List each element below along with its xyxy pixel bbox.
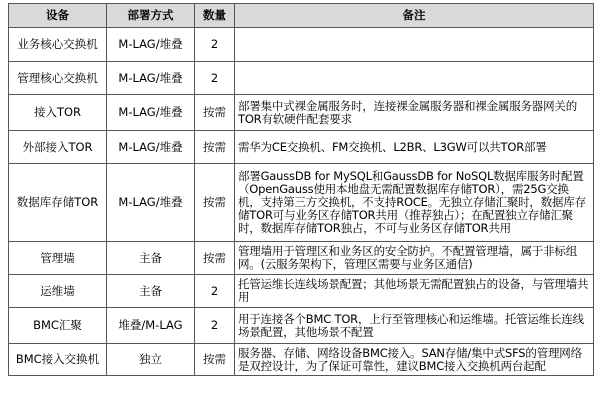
cell-mode: 堆叠/M-LAG xyxy=(107,308,195,344)
header-note: 备注 xyxy=(235,4,594,28)
table-row xyxy=(9,131,594,164)
cell-device: 外部接入TOR xyxy=(9,131,107,164)
cell-device: BMC汇聚 xyxy=(9,308,107,344)
cell-note xyxy=(235,28,594,62)
cell-note: 管理墙用于管理区和业务区的安全防护。不配置管理墙，属于非标组网。(云服务架构下，管理区需要与业务区通信) xyxy=(235,242,594,275)
table-row xyxy=(9,28,594,62)
cell-mode: M-LAG/堆叠 xyxy=(107,131,195,164)
table-row xyxy=(9,308,594,344)
cell-mode: M-LAG/堆叠 xyxy=(107,95,195,131)
cell-device: 管理墙 xyxy=(9,242,107,275)
device-table xyxy=(8,3,594,376)
cell-note: 需华为CE交换机、FM交换机、L2BR、L3GW可以共TOR部署 xyxy=(235,131,594,164)
table-row xyxy=(9,344,594,376)
cell-quantity: 按需 xyxy=(195,242,235,275)
cell-mode: M-LAG/堆叠 xyxy=(107,62,195,95)
cell-note: 用于连接各个BMC TOR，上行至管理核心和运维墙。托管运维长连线场景配置，其他场景不配置 xyxy=(235,308,594,344)
table-row xyxy=(9,62,594,95)
table-row xyxy=(9,275,594,308)
cell-device: 运维墙 xyxy=(9,275,107,308)
cell-note: 部署GaussDB for MySQL和GaussDB for NoSQL数据库服务时配置（OpenGauss使用本地盘无需配置数据库存储TOR），需25G交换机，支持第三方交换机，不支持ROCE。无独立存储汇聚时，数据库存储TOR可与业务区存储TOR共用（推荐独占）；在配置独立存储汇聚时，数据库存储TOR独占，不可与业务区存储TOR共用 xyxy=(235,164,594,242)
header-row xyxy=(9,4,594,28)
cell-note: 服务器、存储、网络设备BMC接入。SAN存储/集中式SFS的管理网络是双控设计，为了保证可靠性，建议BMC接入交换机两台起配 xyxy=(235,344,594,376)
cell-mode: M-LAG/堆叠 xyxy=(107,28,195,62)
cell-quantity: 2 xyxy=(195,275,235,308)
header-quantity: 数量 xyxy=(195,4,235,28)
header-device: 设备 xyxy=(9,4,107,28)
cell-device: 接入TOR xyxy=(9,95,107,131)
cell-quantity: 按需 xyxy=(195,164,235,242)
cell-device: 业务核心交换机 xyxy=(9,28,107,62)
cell-note: 托管运维长连线场景配置；其他场景无需配置独占的设备，与管理墙共用 xyxy=(235,275,594,308)
header-mode: 部署方式 xyxy=(107,4,195,28)
cell-mode: M-LAG/堆叠 xyxy=(107,164,195,242)
cell-note: 部署集中式裸金属服务时，连接裸金属服务器和裸金属服务器网关的TOR有软硬件配套要求 xyxy=(235,95,594,131)
table-row xyxy=(9,164,594,242)
cell-device: 管理核心交换机 xyxy=(9,62,107,95)
cell-quantity: 2 xyxy=(195,62,235,95)
cell-quantity: 2 xyxy=(195,308,235,344)
cell-device: 数据库存储TOR xyxy=(9,164,107,242)
cell-note xyxy=(235,62,594,95)
cell-mode: 主备 xyxy=(107,242,195,275)
cell-quantity: 按需 xyxy=(195,344,235,376)
cell-mode: 主备 xyxy=(107,275,195,308)
cell-quantity: 按需 xyxy=(195,131,235,164)
table-row xyxy=(9,242,594,275)
cell-mode: 独立 xyxy=(107,344,195,376)
cell-quantity: 按需 xyxy=(195,95,235,131)
cell-device: BMC接入交换机 xyxy=(9,344,107,376)
table-row xyxy=(9,95,594,131)
cell-quantity: 2 xyxy=(195,28,235,62)
